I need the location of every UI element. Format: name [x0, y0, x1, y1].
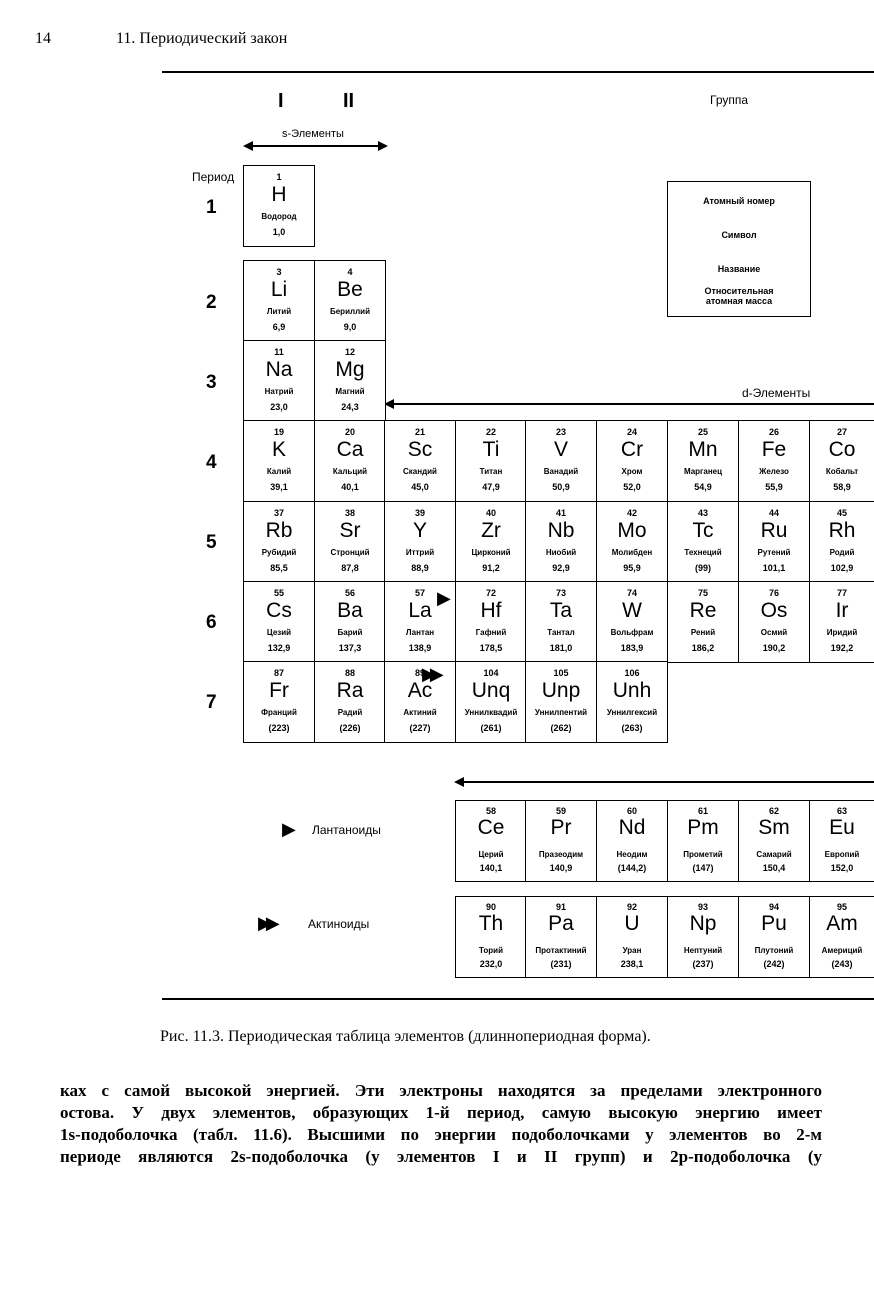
element-name: Ванадий	[543, 467, 579, 476]
element-name: Уран	[622, 946, 642, 955]
element-cell	[455, 800, 527, 882]
element-symbol: Rb	[265, 519, 293, 542]
element-name: Лантан	[405, 628, 435, 637]
top-rule	[162, 71, 874, 73]
element-name: Празеодим	[538, 850, 584, 859]
element-cell	[525, 800, 597, 882]
legend-mass-line1: Относительная	[704, 286, 774, 296]
element-symbol: Hf	[480, 599, 502, 622]
element-name: Самарий	[756, 850, 792, 859]
element-atomic-number: 87	[273, 668, 284, 678]
element-atomic-number: 1	[276, 172, 282, 182]
period-number-3: 3	[206, 372, 217, 393]
element-name: Иттрий	[405, 548, 435, 557]
element-mass: 190,2	[762, 643, 786, 653]
element-name: Тантал	[547, 628, 575, 637]
element-name: Железо	[759, 467, 789, 476]
element-mass: 140,9	[549, 863, 573, 873]
element-name: Магний	[335, 387, 365, 396]
lanthanides-marker-icon: ▶	[282, 819, 296, 840]
element-cell	[738, 420, 810, 502]
element-mass: 88,9	[411, 563, 429, 573]
element-mass: (261)	[480, 723, 502, 733]
element-cell	[525, 420, 597, 502]
element-atomic-number: 27	[836, 427, 847, 437]
element-name: Рутений	[757, 548, 791, 557]
element-atomic-number: 89	[414, 668, 425, 678]
figure-caption: Рис. 11.3. Периодическая таблица элементов (длиннопериодная форма).	[160, 1028, 651, 1045]
element-cell	[525, 581, 597, 663]
element-symbol: Fr	[269, 679, 289, 702]
element-name: Америций	[821, 946, 863, 955]
element-cell	[667, 581, 739, 663]
element-atomic-number: 22	[485, 427, 496, 437]
element-name: Барий	[337, 628, 363, 637]
element-symbol: Eu	[829, 816, 855, 839]
element-symbol: Nb	[547, 519, 575, 542]
element-mass: (227)	[409, 723, 431, 733]
element-name: Гафний	[475, 628, 507, 637]
element-mass: 140,1	[479, 863, 503, 873]
legend-name: Название	[717, 264, 761, 274]
element-mass: 132,9	[267, 643, 291, 653]
element-name: Хром	[621, 467, 643, 476]
body-line: 1s-подоболочка (табл. 11.6). Высшими по энергии подоболочками у элементов во 2-м	[60, 1125, 822, 1144]
lanthanides-label: Лантаноиды	[312, 823, 381, 837]
element-atomic-number: 59	[555, 806, 566, 816]
element-atomic-number: 56	[344, 588, 355, 598]
element-name: Вольфрам	[610, 628, 654, 637]
period-number-6: 6	[206, 612, 217, 633]
element-mass: 91,2	[482, 563, 500, 573]
period-number-7: 7	[206, 692, 217, 713]
element-symbol: Unq	[471, 679, 511, 702]
element-atomic-number: 23	[555, 427, 566, 437]
element-symbol: Ti	[482, 438, 500, 461]
element-atomic-number: 25	[697, 427, 708, 437]
element-cell	[525, 501, 597, 583]
element-mass: 85,5	[270, 563, 288, 573]
element-atomic-number: 39	[414, 508, 425, 518]
element-symbol: Tc	[692, 519, 714, 542]
element-symbol: Ir	[835, 599, 849, 622]
element-mass: (147)	[692, 863, 714, 873]
element-name: Водород	[261, 212, 297, 221]
body-line: ках с самой высокой энергией. Эти электроны находятся за пределами электронного	[60, 1081, 822, 1100]
element-mass: 102,9	[830, 563, 854, 573]
element-mass: 52,0	[623, 482, 641, 492]
element-symbol: Ta	[549, 599, 573, 622]
bottom-rule	[162, 998, 874, 1000]
element-cell	[596, 420, 668, 502]
element-name: Родий	[829, 548, 855, 557]
element-symbol: Pm	[687, 816, 719, 839]
element-name: Молибден	[611, 548, 653, 557]
element-cell	[667, 501, 739, 583]
element-cell	[525, 896, 597, 978]
element-mass: 178,5	[479, 643, 503, 653]
element-symbol: Cs	[266, 599, 292, 622]
element-name: Литий	[266, 307, 292, 316]
element-mass: (242)	[763, 959, 785, 969]
element-cell	[243, 340, 315, 422]
element-cell	[738, 501, 810, 583]
element-mass: 150,4	[762, 863, 786, 873]
element-symbol: Zr	[481, 519, 501, 542]
element-atomic-number: 38	[344, 508, 355, 518]
element-mass: 152,0	[830, 863, 854, 873]
element-symbol: Na	[265, 358, 293, 381]
element-atomic-number: 75	[697, 588, 708, 598]
element-atomic-number: 41	[555, 508, 566, 518]
element-cell	[667, 896, 739, 978]
element-mass: 232,0	[479, 959, 503, 969]
period-number-1: 1	[206, 197, 217, 218]
element-atomic-number: 77	[836, 588, 847, 598]
element-cell	[314, 501, 386, 583]
element-atomic-number: 76	[768, 588, 779, 598]
legend-box	[667, 181, 811, 317]
element-atomic-number: 4	[347, 267, 353, 277]
element-mass: 58,9	[833, 482, 851, 492]
element-symbol: Be	[337, 278, 363, 301]
element-cell	[314, 340, 386, 422]
element-atomic-number: 105	[553, 668, 569, 678]
element-atomic-number: 106	[624, 668, 640, 678]
element-name: Бериллий	[329, 307, 370, 316]
element-atomic-number: 72	[485, 588, 496, 598]
element-symbol: Co	[828, 438, 856, 461]
element-symbol: Ce	[477, 816, 505, 839]
element-mass: 192,2	[830, 643, 854, 653]
element-mass: (99)	[694, 563, 711, 573]
actinide-marker-icon: ▶▶	[422, 664, 438, 685]
element-atomic-number: 63	[836, 806, 847, 816]
period-number-4: 4	[206, 452, 217, 473]
actinides-label: Актиноиды	[308, 917, 370, 931]
element-name: Неодим	[616, 850, 648, 859]
element-atomic-number: 40	[485, 508, 496, 518]
element-atomic-number: 90	[485, 902, 496, 912]
element-cell	[384, 661, 456, 743]
group-number-1: I	[278, 90, 284, 112]
element-atomic-number: 92	[626, 902, 637, 912]
actinides-marker-icon: ▶▶	[258, 913, 274, 934]
element-cell	[243, 420, 315, 502]
element-symbol: Mg	[335, 358, 365, 381]
element-atomic-number: 45	[836, 508, 847, 518]
element-atomic-number: 37	[273, 508, 284, 518]
element-atomic-number: 88	[344, 668, 355, 678]
element-cell	[314, 661, 386, 743]
element-cell	[243, 165, 315, 247]
element-mass: 23,0	[270, 402, 288, 412]
element-symbol: Unp	[541, 679, 581, 702]
element-mass: 45,0	[411, 482, 429, 492]
element-atomic-number: 95	[836, 902, 847, 912]
element-symbol: Ac	[407, 679, 433, 702]
element-cell	[455, 581, 527, 663]
element-cell	[738, 896, 810, 978]
element-mass: 183,9	[620, 643, 644, 653]
d-block-label: d-Элементы	[742, 386, 811, 400]
element-atomic-number: 42	[626, 508, 637, 518]
body-paragraph	[60, 1080, 822, 1168]
element-symbol: Pu	[761, 912, 787, 935]
period-number-5: 5	[206, 532, 217, 553]
element-cell	[738, 581, 810, 663]
element-mass: 87,8	[341, 563, 359, 573]
element-symbol: Sc	[407, 438, 433, 461]
element-cell	[455, 661, 527, 743]
element-name: Европий	[824, 850, 860, 859]
element-cell	[596, 581, 668, 663]
element-mass: (263)	[621, 723, 643, 733]
element-name: Ниобий	[545, 548, 577, 557]
element-symbol: Ru	[760, 519, 788, 542]
chapter-title: 11. Периодический закон	[116, 30, 288, 47]
element-cell	[738, 800, 810, 882]
element-symbol: Np	[689, 912, 717, 935]
element-atomic-number: 21	[414, 427, 425, 437]
element-atomic-number: 91	[555, 902, 566, 912]
element-name: Титан	[479, 467, 503, 476]
element-name: Франций	[261, 708, 297, 717]
element-symbol: Y	[412, 519, 427, 542]
element-symbol: Li	[270, 278, 288, 301]
element-symbol: Th	[478, 912, 504, 935]
element-cell	[314, 260, 386, 342]
element-cell	[455, 501, 527, 583]
element-mass: 137,3	[338, 643, 362, 653]
element-atomic-number: 57	[414, 588, 425, 598]
element-cell	[667, 800, 739, 882]
element-name: Цезий	[266, 628, 292, 637]
element-cell	[596, 661, 668, 743]
element-name: Торий	[479, 946, 503, 955]
element-symbol: K	[271, 438, 286, 461]
element-cell	[314, 581, 386, 663]
element-mass: 9,0	[343, 322, 357, 332]
element-atomic-number: 58	[485, 806, 496, 816]
element-symbol: H	[271, 183, 287, 206]
element-atomic-number: 11	[274, 347, 284, 357]
element-name: Актиний	[403, 708, 437, 717]
element-name: Уннилгексий	[606, 708, 658, 717]
element-symbol: Nd	[618, 816, 646, 839]
element-atomic-number: 20	[344, 427, 355, 437]
element-cell	[525, 661, 597, 743]
element-mass: 54,9	[694, 482, 712, 492]
element-name: Скандий	[403, 467, 437, 476]
f-block-arrow	[454, 775, 874, 789]
element-symbol: Am	[826, 912, 858, 935]
element-atomic-number: 94	[768, 902, 779, 912]
element-mass: 138,9	[408, 643, 432, 653]
lanthanide-marker-icon: ▶	[437, 588, 451, 609]
element-cell	[384, 501, 456, 583]
element-atomic-number: 44	[768, 508, 779, 518]
element-symbol: Fe	[761, 438, 787, 461]
element-mass: (144,2)	[617, 863, 647, 873]
element-mass: 186,2	[691, 643, 715, 653]
element-mass: 39,1	[270, 482, 288, 492]
group-number-2: II	[343, 90, 355, 112]
element-atomic-number: 93	[697, 902, 708, 912]
element-mass: 47,9	[482, 482, 500, 492]
element-name: Рений	[690, 628, 716, 637]
element-atomic-number: 3	[276, 267, 282, 277]
element-name: Плутоний	[754, 946, 794, 955]
element-atomic-number: 73	[555, 588, 566, 598]
element-atomic-number: 19	[273, 427, 284, 437]
legend-atomic-number: Атомный номер	[703, 196, 775, 206]
element-name: Рубидий	[261, 548, 297, 557]
element-name: Технеций	[684, 548, 722, 557]
element-mass: (231)	[550, 959, 572, 969]
element-symbol: Ra	[336, 679, 364, 702]
element-name: Калий	[266, 467, 292, 476]
element-symbol: Os	[760, 599, 788, 622]
element-name: Церий	[478, 850, 504, 859]
period-label: Период	[192, 170, 235, 184]
element-symbol: Cr	[620, 438, 644, 461]
element-name: Радий	[337, 708, 363, 717]
element-name: Прометий	[683, 850, 723, 859]
body-line: периоде являются 2s-подоболочка (у элементов I и II групп) и 2р-подоболочка (у	[60, 1147, 822, 1166]
d-block-arrow	[384, 397, 874, 411]
element-name: Нептуний	[683, 946, 723, 955]
element-cell	[667, 420, 739, 502]
element-mass: 238,1	[620, 959, 644, 969]
element-atomic-number: 55	[273, 588, 284, 598]
element-name: Кобальт	[825, 467, 859, 476]
element-atomic-number: 43	[697, 508, 708, 518]
element-mass: 55,9	[765, 482, 783, 492]
element-atomic-number: 104	[483, 668, 499, 678]
element-cell	[243, 501, 315, 583]
element-mass: 50,9	[552, 482, 570, 492]
body-line: остова. У двух элементов, образующих 1-й период, самую высокую энергию имеет	[60, 1103, 822, 1122]
element-mass: 1,0	[272, 227, 286, 237]
element-mass: 92,9	[552, 563, 570, 573]
element-cell	[596, 896, 668, 978]
element-atomic-number: 24	[626, 427, 637, 437]
element-name: Иридий	[826, 628, 858, 637]
element-name: Стронций	[330, 548, 370, 557]
element-symbol: Ca	[336, 438, 364, 461]
element-symbol: Pa	[548, 912, 574, 935]
element-symbol: U	[624, 912, 640, 935]
period-number-2: 2	[206, 292, 217, 313]
element-cell	[314, 420, 386, 502]
element-mass: (223)	[268, 723, 290, 733]
element-mass: 24,3	[341, 402, 359, 412]
element-name: Осмий	[760, 628, 788, 637]
element-symbol: Pr	[550, 816, 572, 839]
element-cell	[243, 581, 315, 663]
element-cell	[455, 896, 527, 978]
element-cell	[809, 800, 874, 882]
element-cell	[809, 896, 874, 978]
element-symbol: Ba	[337, 599, 363, 622]
element-mass: (243)	[831, 959, 853, 969]
element-atomic-number: 26	[768, 427, 779, 437]
element-symbol: La	[408, 599, 432, 622]
element-cell	[243, 260, 315, 342]
element-cell	[596, 800, 668, 882]
element-name: Уннилквадий	[464, 708, 518, 717]
element-symbol: V	[553, 438, 568, 461]
element-symbol: Sm	[758, 816, 790, 839]
element-symbol: Re	[689, 599, 717, 622]
element-atomic-number: 60	[626, 806, 637, 816]
element-symbol: Rh	[828, 519, 856, 542]
element-name: Натрий	[264, 387, 294, 396]
page-number: 14	[35, 30, 51, 47]
element-mass: (237)	[692, 959, 714, 969]
element-symbol: Mn	[688, 438, 718, 461]
element-cell	[384, 420, 456, 502]
element-cell	[596, 501, 668, 583]
element-mass: 6,9	[272, 322, 286, 332]
element-atomic-number: 12	[344, 347, 355, 357]
s-block-label: s-Элементы	[282, 128, 344, 140]
element-name: Марганец	[683, 467, 723, 476]
element-atomic-number: 62	[768, 806, 779, 816]
s-block-arrow	[243, 139, 388, 153]
legend-mass-line2: атомная масса	[705, 296, 773, 306]
element-cell	[243, 661, 315, 743]
element-name: Протактиний	[535, 946, 587, 955]
element-cell	[809, 501, 874, 583]
group-label: Группа	[710, 93, 749, 107]
element-name: Уннилпентий	[534, 708, 588, 717]
element-mass: 181,0	[549, 643, 573, 653]
element-symbol: W	[622, 599, 642, 622]
element-cell	[809, 581, 874, 663]
element-mass: 40,1	[341, 482, 359, 492]
element-cell	[455, 420, 527, 502]
element-symbol: Sr	[339, 519, 361, 542]
element-symbol: Unh	[612, 679, 652, 702]
element-mass: 101,1	[762, 563, 786, 573]
element-symbol: Mo	[617, 519, 647, 542]
element-mass: (226)	[339, 723, 361, 733]
element-mass: 95,9	[623, 563, 641, 573]
legend-symbol: Символ	[721, 230, 757, 240]
element-cell	[809, 420, 874, 502]
element-name: Кальций	[332, 467, 368, 476]
element-atomic-number: 74	[626, 588, 637, 598]
element-atomic-number: 61	[697, 806, 708, 816]
element-mass: (262)	[550, 723, 572, 733]
element-name: Цирконий	[471, 548, 511, 557]
